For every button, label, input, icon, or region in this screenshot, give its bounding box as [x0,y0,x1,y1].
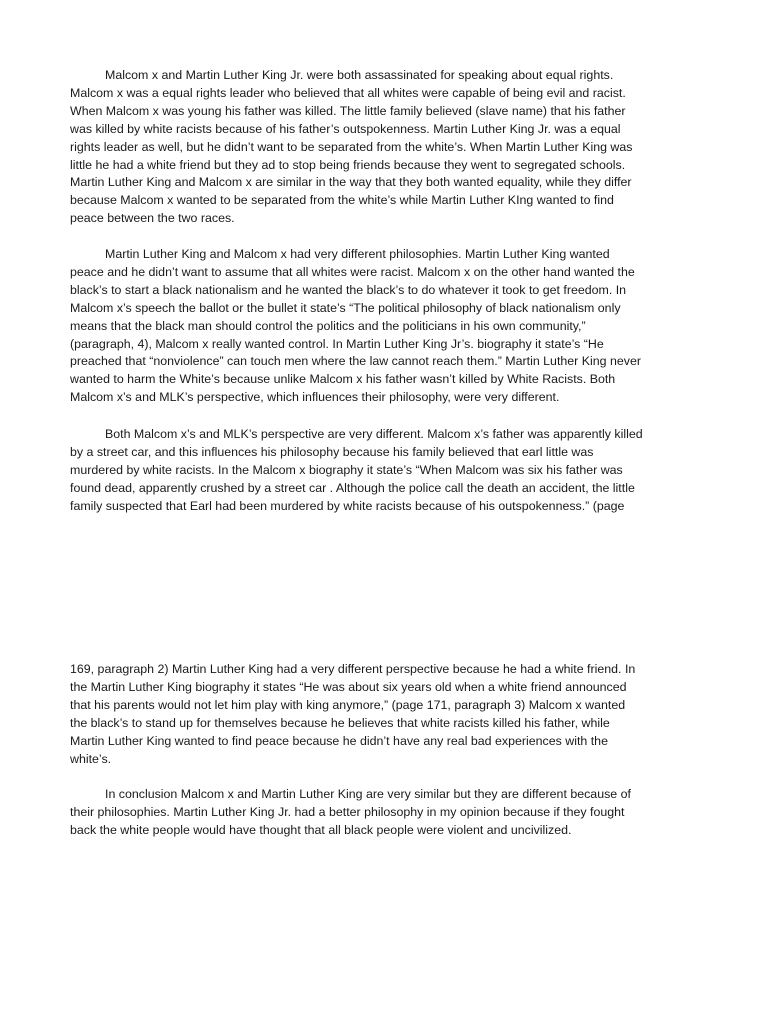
text-line: because Malcom x wanted to be separated from the white’s while Martin Luther KIng wanted to find [70,193,614,208]
paragraph-2 [70,246,710,407]
text-line: Martin Luther King and Malcom x had very different philosophies. Martin Luther King wanted [105,247,610,261]
text-line: rights leader as well, but he didn’t want to be separated from the white’s. When Martin Luther King was [70,139,633,154]
text-line: When Malcom x was young his father was killed. The little family believed (slave name) that his father [70,103,626,118]
paragraph-3-continued [70,661,710,768]
text-line: Malcom x’s and MLK’s perspective, which influences their philosophy, were very different. [70,390,560,405]
text-line: Malcom x’s speech the ballot or the bullet it state’s “The political philosophy of black nationalism only [70,300,621,315]
text-line: In conclusion Malcom x and Martin Luther King are very similar but they are different because of [105,787,631,801]
text-line: peace between the two races. [70,211,235,226]
text-line: peace and he didn’t want to assume that all whites were racist. Malcom x on the other hand wanted the [70,264,635,279]
text-line: Martin Luther King wanted to find peace because he didn’t have any real bad experiences with the [70,733,608,748]
text-line: was killed by white racists because of his father’s outspokenness. Martin Luther King Jr. was a equal [70,121,621,136]
text-line: little he had a white friend but they ad to stop being friends because they went to segregated schools. [70,157,626,172]
text-line: by a street car, and this influences his philosophy because his family believed that earl little was [70,444,594,459]
text-line: Martin Luther King and Malcom x are similar in the way that they both wanted equality, while they differ [70,175,632,190]
paragraph-1 [70,67,710,228]
text-line: the Martin Luther King biography it states “He was about six years old when a white friend announced [70,679,627,694]
text-line: the black’s to stand up for themselves because he believes that white racists killed his father, while [70,715,610,730]
text-line: means that the black man should control the politics and the politicians in his own community,” [70,318,586,333]
text-line: their philosophies. Martin Luther King Jr. had a better philosophy in my opinion because if they fought [70,804,625,819]
paragraph-3 [70,426,710,516]
text-line: Malcom x was a equal rights leader who believed that all whites were capable of being evil and racist. [70,85,626,100]
text-line: (paragraph, 4), Malcom x really wanted control. In Martin Luther King Jr’s. biography it state’s “He [70,336,604,351]
text-line: murdered by white racists. In the Malcom x biography it state’s “When Malcom was six his father was [70,462,623,477]
paragraph-4 [70,786,710,840]
text-line: found dead, apparently crushed by a street car . Although the police call the death an accident, the little [70,480,635,495]
text-line: black’s to start a black nationalism and he wanted the black’s to do whatever it took to get freedom. In [70,282,627,297]
text-line: that his parents would not let him play with king anymore,” (page 171, paragraph 3) Malcom x wanted [70,697,626,712]
text-line: wanted to harm the White’s because unlike Malcom x his father wasn’t killed by White Racists. Both [70,372,616,387]
text-line: back the white people would have thought that all black people were violent and uncivilized. [70,822,572,837]
text-line: preached that “nonviolence” can touch men where the law cannot reach them.” Martin Luther King never [70,354,641,369]
text-line: white’s. [70,751,112,766]
text-line: family suspected that Earl had been murdered by white racists because of his outspokenness.” (page [70,498,625,513]
text-line: Both Malcom x’s and MLK’s perspective are very different. Malcom x’s father was apparently killed [105,427,643,441]
text-line: 169, paragraph 2) Martin Luther King had a very different perspective because he had a white friend. In [70,662,636,676]
text-line: Malcom x and Martin Luther King Jr. were both assassinated for speaking about equal rights. [105,68,614,82]
